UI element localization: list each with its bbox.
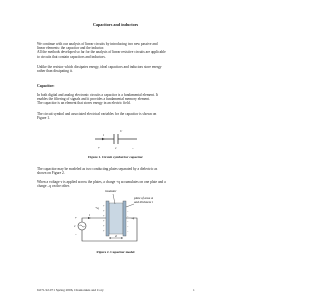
svg-text:–: –	[127, 220, 129, 223]
fig1-label-plus: +	[98, 146, 100, 150]
svg-text:–: –	[127, 210, 129, 213]
left-plate	[106, 201, 109, 236]
fig2-label-minus: –	[75, 232, 77, 236]
fig1-label-i: i	[103, 133, 104, 137]
plate-area-label-2: and thickness t	[134, 200, 153, 204]
figure-2-caption: Figure 2. Capacitor model	[96, 250, 135, 254]
figure-1-caption: Figure 1. Circuit symbol for capacitor	[88, 155, 143, 159]
svg-text:–: –	[127, 225, 129, 228]
svg-text:+: +	[103, 210, 105, 213]
fig2-label-i: i	[89, 213, 90, 217]
text-line: When a voltage v is applied across the plates, a charge +q accumulates on one plate and a	[37, 180, 166, 184]
svg-text:+: +	[103, 220, 105, 223]
text-line: shown on Figure 2.	[37, 171, 65, 176]
text-line: to circuits that contain capacitors and inductors.	[37, 54, 106, 59]
insulator-label: insulator	[105, 189, 117, 193]
minus-q-label: –q	[131, 216, 135, 220]
plus-q-label: +q	[95, 206, 99, 210]
text-line: enables the filtering of signals and it provides a fundamental memory element.	[37, 97, 150, 102]
text-line: Figure 1.	[37, 116, 50, 121]
text-line: The circuit symbol and associated electrical variables for the capacitor is shown on	[37, 112, 157, 116]
text-line: linear elements: the capacitor and the inductor.	[37, 46, 105, 51]
fig1-label-v: v	[115, 146, 117, 150]
svg-text:–: –	[127, 215, 129, 218]
text-line: We continue with our analysis of linear circuits by introducing two new passive and	[37, 42, 158, 46]
plate-area-label-1: plate of area A	[134, 196, 153, 200]
fig2-label-v: v	[74, 224, 76, 228]
text-line: The capacitor may be modeled as two conducting plates separated by a dielectric as	[37, 167, 158, 171]
separation-d-label: d	[115, 234, 117, 238]
fig1-label-c: C	[120, 129, 123, 133]
footer-course: 6.071/22.071 Spring 2006, Chaniotakis and Cory	[37, 288, 104, 292]
svg-text:+: +	[103, 230, 105, 233]
text-line: The capacitor is an element that stores energy in an electric field.	[37, 101, 131, 106]
text-line: rather than dissipating it.	[37, 69, 73, 74]
document-title: Capacitors and inductors	[92, 22, 139, 27]
fig2-label-plus: +	[75, 216, 77, 220]
svg-text:+: +	[103, 225, 105, 228]
svg-text:+: +	[103, 205, 105, 208]
text-line: All the methods developed so far for the analysis of linear resistive circuits are applicable	[37, 50, 166, 55]
capacitor-heading: Capacitor:	[37, 84, 55, 88]
svg-text:–: –	[127, 230, 129, 233]
svg-text:+: +	[103, 215, 105, 218]
current-arrow-icon	[88, 217, 91, 219]
right-plate	[123, 201, 126, 236]
text-line: In both digital and analog electronic circuits a capacitor is a fundamental element. It	[37, 93, 158, 97]
text-line: Unlike the resistor which dissipates energy, ideal capacitors and inductors store energy	[37, 65, 162, 69]
fig1-label-minus: –	[132, 146, 134, 150]
text-line: charge –q on the other.	[37, 184, 70, 189]
insulator-dielectric	[109, 203, 123, 234]
footer-page-number: 1	[193, 288, 195, 292]
